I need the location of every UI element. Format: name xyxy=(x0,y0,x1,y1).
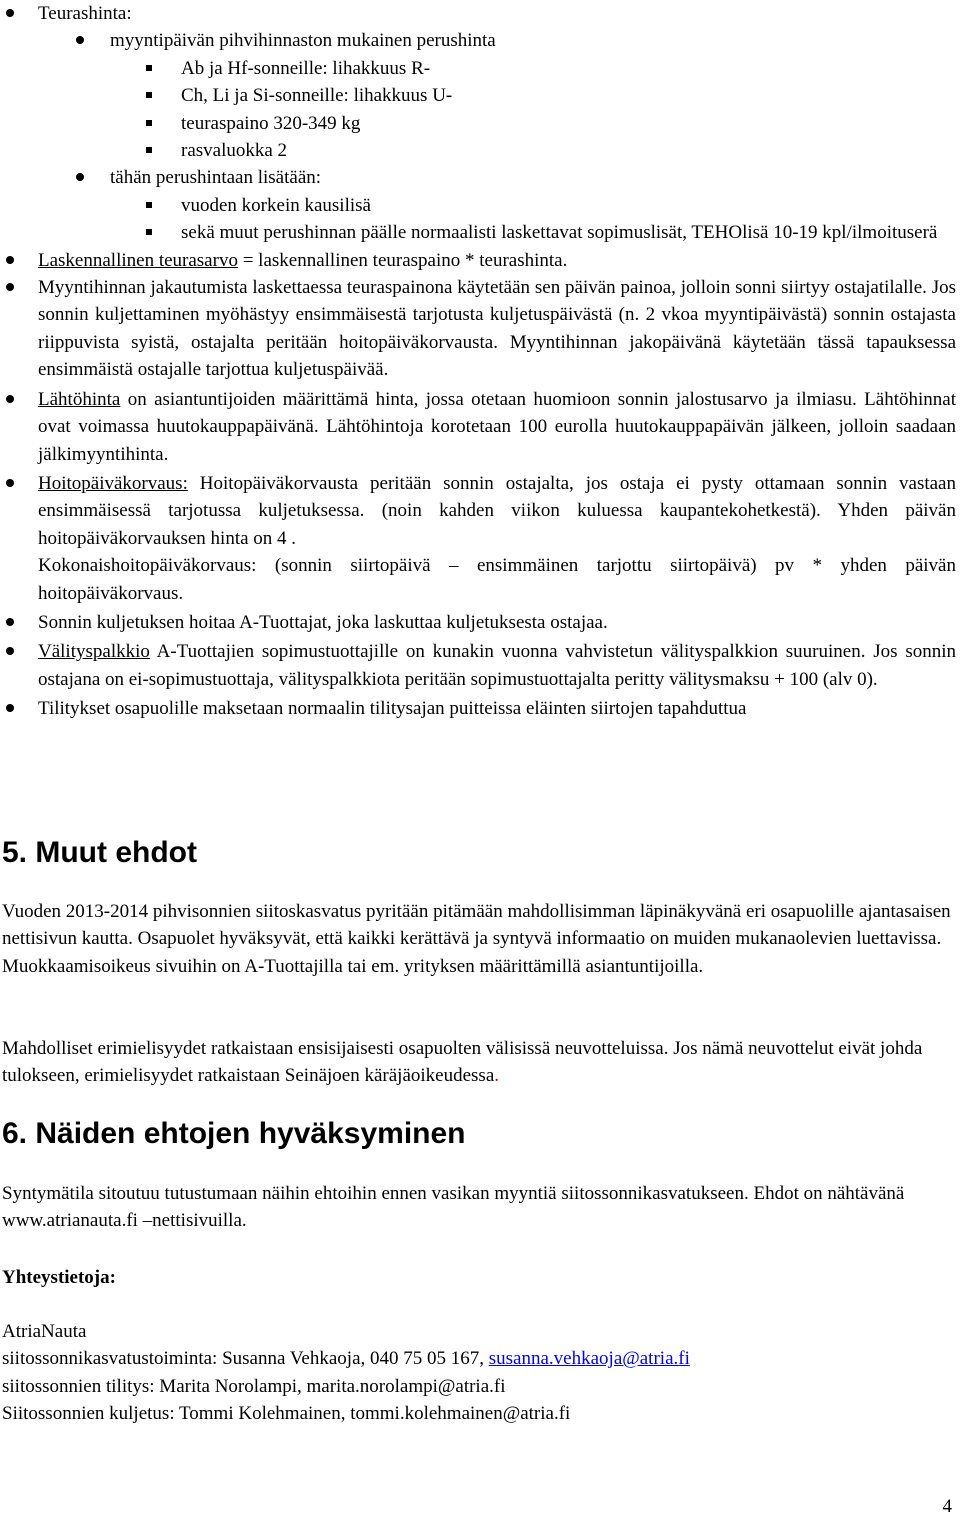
bullet-icon xyxy=(76,36,84,44)
item-text: teuraspaino 320-349 kg xyxy=(181,112,361,134)
list-item-sub xyxy=(0,110,960,137)
item-text: Kokonaishoitopäiväkorvaus: (sonnin siirtopäivä – ensimmäinen tarjottu siirtopäivä) pv * yhden päivän hoitopäiväkorvaus. xyxy=(38,555,956,604)
item-text: vuoden korkein kausilisä xyxy=(181,194,371,216)
section-5-paragraph-1 xyxy=(2,898,954,980)
item-text: Ch, Li ja Si-sonneille: lihakkuus U- xyxy=(181,85,453,107)
list-item-tilitykset xyxy=(0,695,960,722)
list-item-valityspalkkio xyxy=(0,638,960,693)
item-text: on asiantuntijoiden määrittämä hinta, jossa otetaan huomioon sonnin jalostusarvo ja ilmiasu. Lähtöhinnat ovat voimassa huutokauppapäivänä. Lähtöhintoja korotetaan 100 eurolla huutokauppapäivän jälkeen, jolloin saadaan jälkimyyntihinta. xyxy=(38,388,956,465)
bullet-icon xyxy=(76,173,84,181)
paragraph-text: Mahdolliset erimielisyydet ratkaistaan ensisijaisesti osapuolten välisissä neuvotteluissa. Jos nämä neuvottelut eivät johda tulokseen, erimielisyydet ratkaistaan Seinäjoen käräjäoikeudessa xyxy=(2,1038,923,1087)
contact-text: siitossonnikasvatustoiminta: Susanna Vehkaoja, 040 75 05 167, xyxy=(2,1348,489,1370)
section-6-paragraph xyxy=(2,1180,954,1235)
contact-block xyxy=(2,1318,954,1428)
list-item-kuljetus xyxy=(0,609,960,636)
square-bullet-icon xyxy=(146,92,152,98)
page-number: 4 xyxy=(942,1496,952,1517)
email-link[interactable]: susanna.vehkaoja@atria.fi xyxy=(488,1348,690,1370)
list-item-lisat xyxy=(0,164,960,191)
list-item-hoitopaivakorvaus xyxy=(0,470,960,607)
list-item-sub xyxy=(0,137,960,164)
square-bullet-icon xyxy=(146,120,152,126)
bullet-icon xyxy=(6,283,14,291)
bullet-icon xyxy=(6,395,14,403)
square-bullet-icon xyxy=(146,147,152,153)
section-5-heading: 5. Muut ehdot xyxy=(2,836,197,869)
contact-line-1 xyxy=(2,1345,954,1372)
list-item-sub xyxy=(0,55,960,82)
red-period: . xyxy=(494,1065,499,1087)
item-label: Teurashinta: xyxy=(38,3,132,24)
bullet-icon xyxy=(6,9,14,17)
item-text: Sonnin kuljetuksen hoitaa A-Tuottajat, joka laskuttaa kuljetuksesta ostajaa. xyxy=(38,611,608,633)
paragraph-text: Vuoden 2013-2014 pihvisonnien siitoskasvatus pyritään pitämään mahdollisimman läpinäkyvänä eri osapuolille ajantasaisen nettisivun kautta. Osapuolet hyväksyvät, että kaikki kerättävä ja syntyvä informaatio on muiden mukanaolevien luettavissa. Muokkaamisoikeus sivuihin on A-Tuottajilla tai em. yrityksen määrittämillä asiantuntijoilla. xyxy=(2,901,951,977)
term-underlined: Välityspalkkio xyxy=(38,641,150,663)
term-underlined: Hoitopäiväkorvaus: xyxy=(38,472,188,494)
term-underlined: Lähtöhinta xyxy=(38,388,121,410)
item-text: sekä muut perushinnan päälle normaalisti laskettavat sopimuslisät, TEHOlisä 10-19 kpl/ilmoituserä xyxy=(181,222,938,244)
list-item-teurasarvo xyxy=(0,247,960,274)
bullet-icon xyxy=(6,647,14,655)
contact-company: AtriaNauta xyxy=(2,1321,87,1342)
list-item-perushinta xyxy=(0,27,960,54)
item-text: rasvaluokka 2 xyxy=(181,140,288,162)
item-text: Myyntihinnan jakautumista laskettaessa teuraspainona käytetään sen päivän painoa, jolloin sonni siirtyy ostajatilalle. Jos sonnin kuljettaminen myöhästyy ensimmäisestä tarjotusta kuljetuspäivästä (n. 2 vkoa myyntipäivästä) sonnin ostajasta riippuvista syistä, ostajalta peritään hoitopäiväkorvausta. Myyntihinnan jakopäivänä käytetään tässä tapauksessa ensimmäistä ostajalle tarjottua kuljetuspäivää. xyxy=(38,277,956,381)
contact-line-3: Siitossonnien kuljetus: Tommi Kolehmainen, tommi.kolehmainen@atria.fi xyxy=(2,1403,571,1425)
bullet-icon xyxy=(6,479,14,487)
item-text: myyntipäivän pihvihinnaston mukainen perushinta xyxy=(110,30,496,52)
section-6-heading: 6. Näiden ehtojen hyväksyminen xyxy=(2,1117,466,1150)
bullet-icon xyxy=(6,704,14,712)
term-underlined: Laskennallinen teurasarvo xyxy=(38,249,238,271)
square-bullet-icon xyxy=(146,229,152,235)
contact-heading: Yhteystietoja: xyxy=(2,1267,116,1288)
section-5-paragraph-2 xyxy=(2,1035,954,1090)
list-item-myyntihinta xyxy=(0,274,960,384)
item-text: tähän perushintaan lisätään: xyxy=(110,167,322,189)
item-text: Hoitopäiväkorvausta peritään sonnin ostajalta, jos ostaja ei pysty ottamaan sonnin vastaan ensimmäisessä tarjotussa kuljetuksessa. (noin kahden viikon kuluessa kaupantekohetkestä). Yhden päivän hoitopäiväkorvauksen hinta on 4 . xyxy=(38,472,956,549)
item-text: Ab ja Hf-sonneille: lihakkuus R- xyxy=(181,57,431,79)
item-text: Tilitykset osapuolille maksetaan normaalin tilitysajan puitteissa eläinten siirtojen tapahduttua xyxy=(38,698,747,720)
list-item-sub xyxy=(0,219,960,246)
list-item-lahtohinta xyxy=(0,386,960,468)
bullet-icon xyxy=(6,618,14,626)
item-text: A-Tuottajien sopimustuottajille on kunakin vuonna vahvistetun välityspalkkion suuruinen. Jos sonnin ostajana on ei-sopimustuottaja, välityspalkkiota peritään sopimustuottajalta peritty välitysmaksu + 100 (alv 0). xyxy=(38,641,956,690)
list-item-sub xyxy=(0,82,960,109)
list-item-sub xyxy=(0,192,960,219)
square-bullet-icon xyxy=(146,202,152,208)
bullet-icon xyxy=(6,256,14,264)
list-item-teurashinta xyxy=(0,0,960,27)
item-text: = laskennallinen teuraspaino * teurashinta. xyxy=(237,249,568,271)
paragraph-text: Syntymätila sitoutuu tutustumaan näihin ehtoihin ennen vasikan myyntiä siitossonnikasvatukseen. Ehdot on nähtävänä www.atrianauta.fi –nettisivuilla. xyxy=(2,1183,905,1232)
square-bullet-icon xyxy=(146,65,152,71)
terms-list xyxy=(0,0,960,723)
contact-line-2: siitossonnien tilitys: Marita Norolampi, marita.norolampi@atria.fi xyxy=(2,1375,506,1397)
